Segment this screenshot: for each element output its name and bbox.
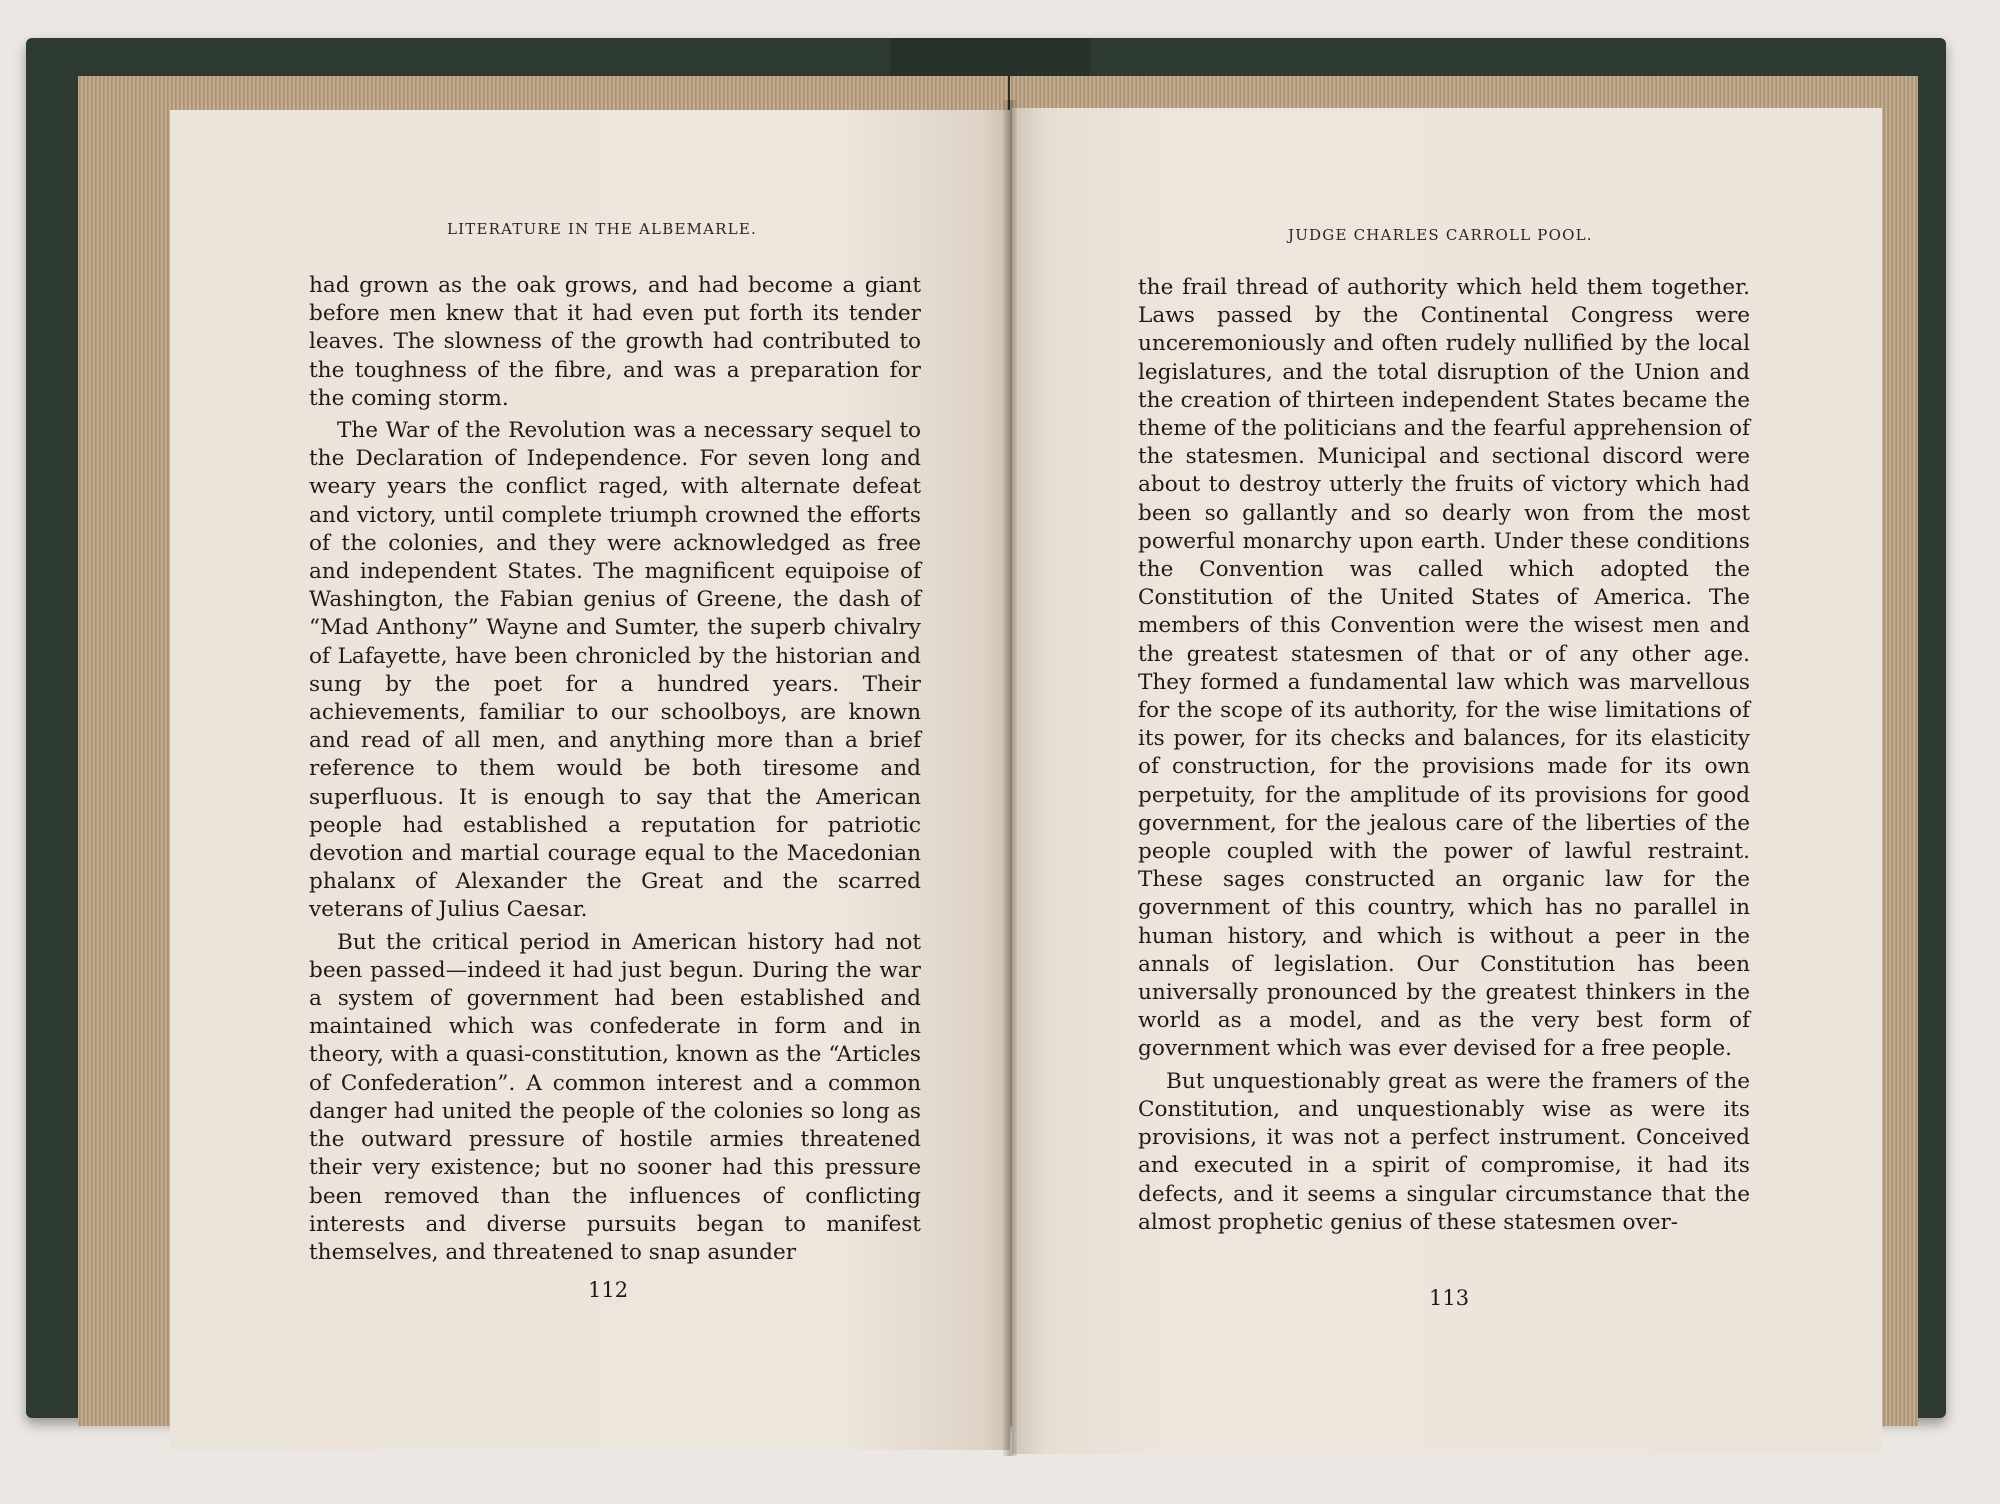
right-page-body <box>1138 274 1750 1241</box>
page-number-right: 113 <box>1429 1286 1470 1310</box>
page-number-left: 112 <box>588 1278 629 1302</box>
left-page <box>170 110 1010 1450</box>
book-gutter <box>1003 100 1017 1456</box>
paragraph: But unquestionably great as were the framers of the Constitution, and unquestionably wise as were its provisions, it was not a perfect instrument. Conceived and executed in a spirit of compromise, it had its defects, and it seems a singular circumstance that the almost prophetic genius of these statesmen over- <box>1138 1068 1750 1235</box>
running-head-right: JUDGE CHARLES CARROLL POOL. <box>1288 226 1593 244</box>
paragraph: had grown as the oak grows, and had become a giant before men knew that it had even put forth its tender leaves. The slowness of the growth had contributed to the toughness of the fibre, and was a preparation for the coming storm. <box>309 273 921 411</box>
right-page <box>1012 108 1882 1454</box>
running-head-left: LITERATURE IN THE ALBEMARLE. <box>447 220 757 238</box>
paragraph: the frail thread of authority which held them together. Laws passed by the Continental Congress were unceremoniously and often rudely nullified by the local legislatures, and the total disruption of the Union and the creation of thirteen independent States became the theme of the politicians and the fearful apprehension of the statesmen. Municipal and sectional discord were about to destroy utterly the fruits of victory which had been so gallantly and so dearly won from the most powerful monarchy upon earth. Under these conditions the Convention was called which adopted the Constitution of the United States of America. The members of this Convention were the wisest men and the greatest statesmen of that or of any other age. They formed a fundamental law which was marvellous for the scope of its authority, for the wise limitations of its power, for its checks and balances, for its elasticity of construction, for the provisions made for its own perpetuity, for the amplitude of its provisions for good government, for the jealous care of the liberties of the people coupled with the power of lawful restraint. These sages constructed an organic law for the government of this country, which has no parallel in human history, and which is without a peer in the annals of legislation. Our Constitution has been universally pronounced by the greatest thinkers in the world as a model, and as the very best form of government which was ever devised for a free people. <box>1138 275 1750 1062</box>
left-page-body <box>309 272 921 1271</box>
paragraph: The War of the Revolution was a necessary sequel to the Declaration of Independence. For seven long and weary years the conflict raged, with alternate defeat and victory, until complete triumph crowned the efforts of the colonies, and they were acknowledged as free and independent States. The magnificent equipoise of Washington, the Fabian genius of Greene, the dash of “Mad Anthony” Wayne and Sumter, the superb chivalry of Lafayette, have been chronicled by the historian and sung by the poet for a hundred years. Their achievements, familiar to our schoolboys, are known and read of all men, and anything more than a brief reference to them would be both tiresome and superfluous. It is enough to say that the American people had established a reputation for patriotic devotion and martial courage equal to the Macedonian phalanx of Alexander the Great and the scarred veterans of Julius Caesar. <box>309 418 921 923</box>
paragraph: But the critical period in American history had not been passed—indeed it had just begun. During the war a system of government had been established and maintained which was confederate in form and in theory, with a quasi-constitution, known as the “Articles of Confederation”. A common interest and a common danger had united the people of the colonies so long as the outward pressure of hostile armies threatened their very existence; but no sooner had this pressure been removed than the influences of conflicting interests and diverse pursuits began to manifest themselves, and threatened to snap asunder <box>309 929 921 1265</box>
